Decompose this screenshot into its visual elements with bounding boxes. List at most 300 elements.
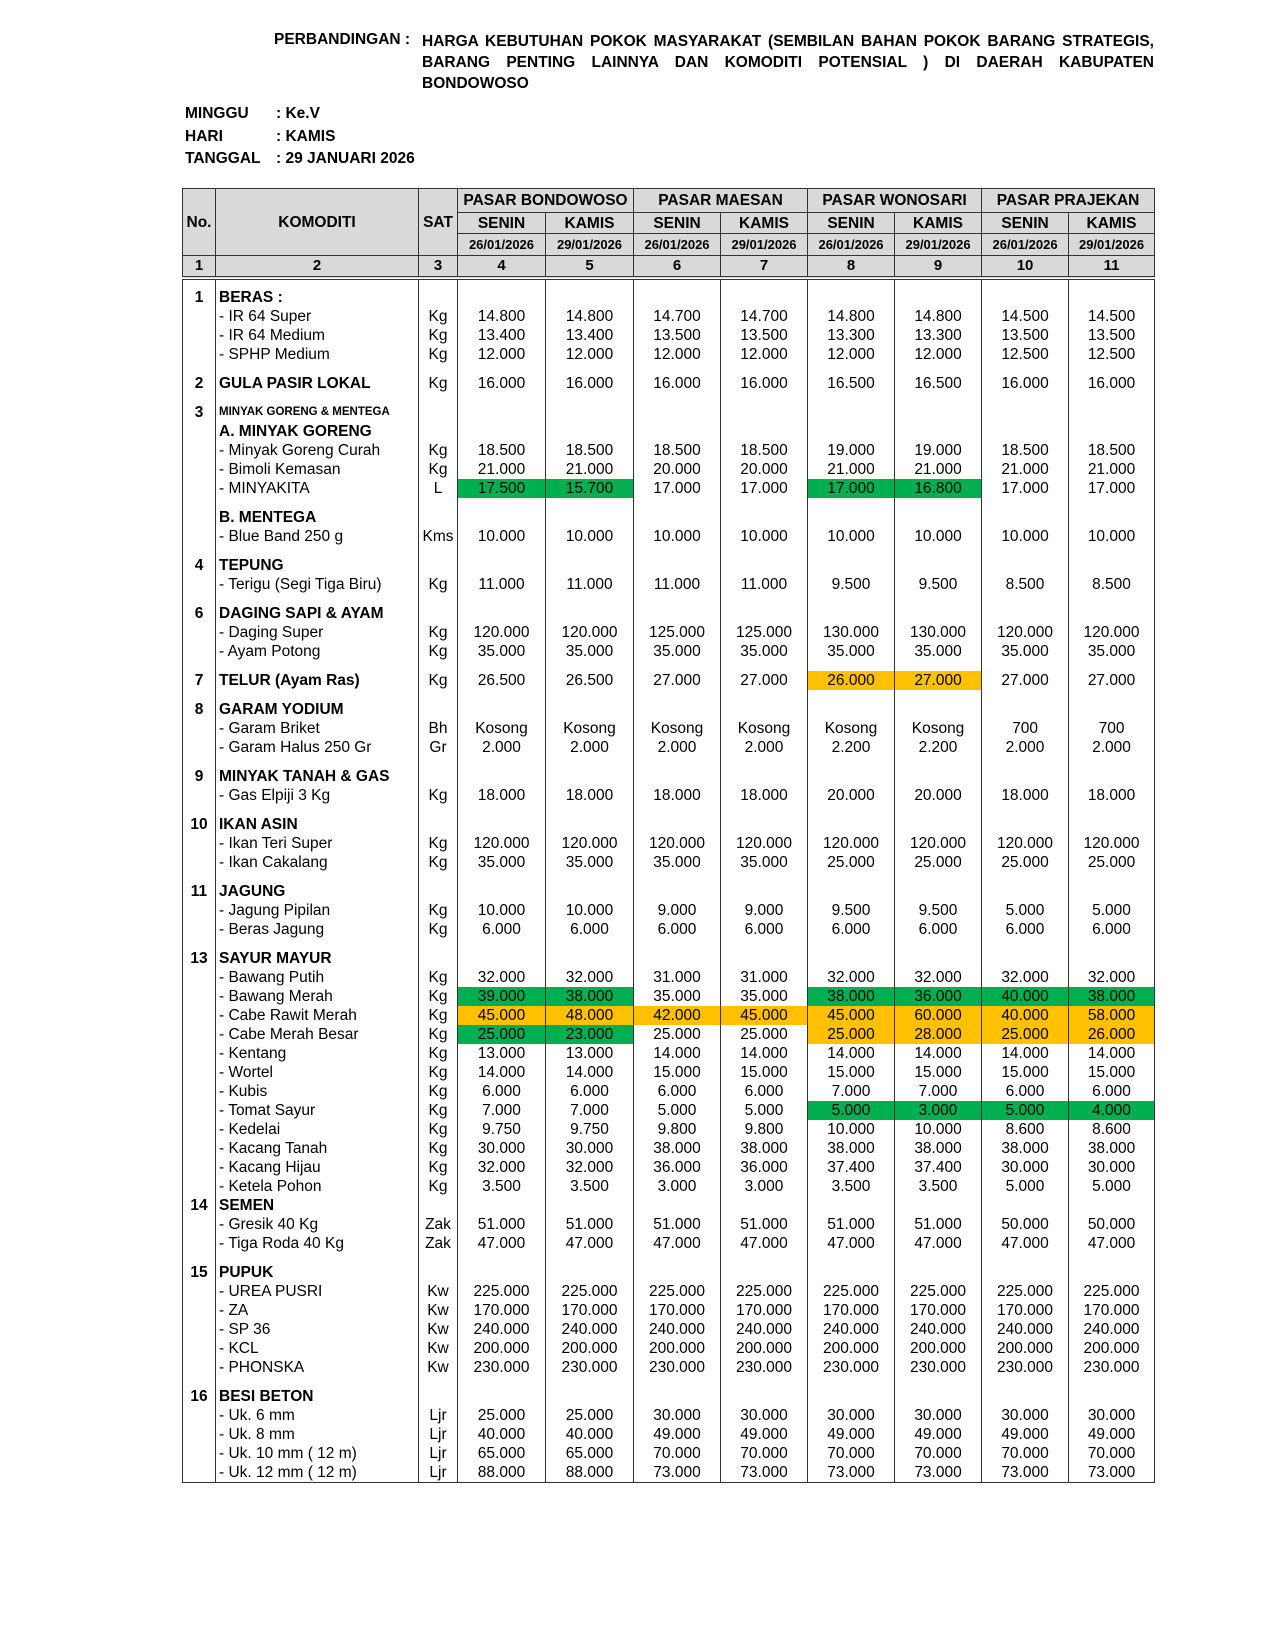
price-cell bbox=[895, 949, 982, 968]
price-cell: 25.000 bbox=[982, 1025, 1069, 1044]
empty-cell bbox=[216, 364, 419, 374]
price-cell bbox=[808, 288, 895, 307]
price-cell bbox=[458, 1196, 546, 1215]
price-cell: 120.000 bbox=[634, 834, 721, 853]
empty-cell bbox=[634, 546, 721, 556]
price-cell: 6.000 bbox=[458, 920, 546, 939]
price-cell: 50.000 bbox=[982, 1215, 1069, 1234]
commodity-name: - Tiga Roda 40 Kg bbox=[216, 1234, 419, 1253]
unit: Kg bbox=[419, 345, 458, 364]
table-row bbox=[183, 326, 1155, 345]
price-cell: 18.500 bbox=[634, 441, 721, 460]
commodity-name: - Wortel bbox=[216, 1063, 419, 1082]
table-row bbox=[183, 1301, 1155, 1320]
row-number bbox=[183, 1234, 216, 1253]
price-cell: 51.000 bbox=[458, 1215, 546, 1234]
empty-cell bbox=[634, 872, 721, 882]
commodity-name: - Cabe Rawit Merah bbox=[216, 1006, 419, 1025]
header-date: 29/01/2026 bbox=[895, 234, 982, 256]
empty-cell bbox=[721, 1253, 808, 1263]
price-cell: 3.000 bbox=[634, 1177, 721, 1196]
empty-cell bbox=[895, 805, 982, 815]
unit bbox=[419, 288, 458, 307]
empty-cell bbox=[895, 498, 982, 508]
price-cell: 225.000 bbox=[1069, 1282, 1155, 1301]
commodity-name: - Beras Jagung bbox=[216, 920, 419, 939]
price-cell: 73.000 bbox=[634, 1463, 721, 1483]
price-cell: 30.000 bbox=[895, 1406, 982, 1425]
price-cell: 6.000 bbox=[721, 920, 808, 939]
colnum: 2 bbox=[216, 256, 419, 278]
empty-cell bbox=[634, 364, 721, 374]
price-cell: 200.000 bbox=[982, 1339, 1069, 1358]
price-cell: 30.000 bbox=[546, 1139, 634, 1158]
price-cell: 2.000 bbox=[634, 738, 721, 757]
row-number bbox=[183, 642, 216, 661]
price-cell bbox=[458, 949, 546, 968]
empty-cell bbox=[458, 1253, 546, 1263]
unit: Gr bbox=[419, 738, 458, 757]
price-cell: 15.000 bbox=[634, 1063, 721, 1082]
price-cell: 700 bbox=[982, 719, 1069, 738]
unit bbox=[419, 1263, 458, 1282]
price-cell bbox=[895, 1263, 982, 1282]
empty-cell bbox=[982, 393, 1069, 403]
row-number bbox=[183, 1444, 216, 1463]
price-cell: 40.000 bbox=[546, 1425, 634, 1444]
price-cell: 28.000 bbox=[895, 1025, 982, 1044]
price-cell: 170.000 bbox=[1069, 1301, 1155, 1320]
price-cell: 25.000 bbox=[721, 1025, 808, 1044]
empty-cell bbox=[546, 498, 634, 508]
price-cell: 88.000 bbox=[546, 1463, 634, 1483]
price-cell bbox=[721, 949, 808, 968]
price-cell: 38.000 bbox=[546, 987, 634, 1006]
price-cell bbox=[721, 1263, 808, 1282]
price-cell: 13.400 bbox=[458, 326, 546, 345]
empty-cell bbox=[982, 690, 1069, 700]
empty-cell bbox=[895, 393, 982, 403]
price-cell: 12.500 bbox=[982, 345, 1069, 364]
commodity-name: - Garam Halus 250 Gr bbox=[216, 738, 419, 757]
row-number: 14 bbox=[183, 1196, 216, 1215]
price-cell: 18.500 bbox=[458, 441, 546, 460]
price-cell bbox=[1069, 422, 1155, 441]
empty-cell bbox=[982, 498, 1069, 508]
row-number bbox=[183, 1044, 216, 1063]
unit: Kg bbox=[419, 920, 458, 939]
price-cell bbox=[808, 556, 895, 575]
price-cell: 10.000 bbox=[721, 527, 808, 546]
price-cell: 120.000 bbox=[458, 834, 546, 853]
empty-cell bbox=[458, 546, 546, 556]
price-cell: 5.000 bbox=[1069, 901, 1155, 920]
empty-cell bbox=[895, 872, 982, 882]
price-cell bbox=[808, 815, 895, 834]
price-cell: 4.000 bbox=[1069, 1101, 1155, 1120]
price-cell: 5.000 bbox=[808, 1101, 895, 1120]
spacer-row bbox=[183, 939, 1155, 949]
report-meta bbox=[185, 103, 415, 171]
price-cell: 38.000 bbox=[808, 1139, 895, 1158]
price-cell: 30.000 bbox=[1069, 1406, 1155, 1425]
empty-cell bbox=[216, 393, 419, 403]
table-row bbox=[183, 642, 1155, 661]
empty-cell bbox=[634, 498, 721, 508]
price-cell: 49.000 bbox=[982, 1425, 1069, 1444]
price-cell: 200.000 bbox=[1069, 1339, 1155, 1358]
empty-cell bbox=[895, 546, 982, 556]
row-number bbox=[183, 834, 216, 853]
empty-cell bbox=[458, 278, 546, 288]
price-cell: 17.000 bbox=[634, 479, 721, 498]
empty-cell bbox=[634, 278, 721, 288]
price-cell: 27.000 bbox=[895, 671, 982, 690]
unit: Kw bbox=[419, 1301, 458, 1320]
spacer-row bbox=[183, 661, 1155, 671]
price-cell: 70.000 bbox=[1069, 1444, 1155, 1463]
price-cell: 35.000 bbox=[721, 642, 808, 661]
empty-cell bbox=[808, 594, 895, 604]
price-cell: 35.000 bbox=[721, 987, 808, 1006]
price-cell: 7.000 bbox=[808, 1082, 895, 1101]
price-cell: 73.000 bbox=[895, 1463, 982, 1483]
category-row bbox=[183, 700, 1155, 719]
price-cell: 13.500 bbox=[982, 326, 1069, 345]
empty-cell bbox=[458, 364, 546, 374]
price-cell: 32.000 bbox=[808, 968, 895, 987]
price-cell: 32.000 bbox=[458, 1158, 546, 1177]
price-cell: 15.000 bbox=[721, 1063, 808, 1082]
price-cell: 9.000 bbox=[721, 901, 808, 920]
empty-cell bbox=[1069, 364, 1155, 374]
unit: Kg bbox=[419, 834, 458, 853]
price-cell: 3.500 bbox=[808, 1177, 895, 1196]
price-cell bbox=[721, 508, 808, 527]
price-cell bbox=[808, 604, 895, 623]
price-cell bbox=[1069, 1387, 1155, 1406]
price-cell: 15.000 bbox=[982, 1063, 1069, 1082]
unit: Kg bbox=[419, 1139, 458, 1158]
price-cell: 32.000 bbox=[546, 1158, 634, 1177]
unit: Kg bbox=[419, 623, 458, 642]
header-date: 26/01/2026 bbox=[458, 234, 546, 256]
price-cell: 21.000 bbox=[895, 460, 982, 479]
price-cell bbox=[546, 882, 634, 901]
price-cell: 38.000 bbox=[721, 1139, 808, 1158]
price-cell: 32.000 bbox=[982, 968, 1069, 987]
row-number bbox=[183, 786, 216, 805]
table-row bbox=[183, 441, 1155, 460]
price-cell: 230.000 bbox=[895, 1358, 982, 1377]
price-cell: 38.000 bbox=[808, 987, 895, 1006]
price-cell: 11.000 bbox=[721, 575, 808, 594]
category-row bbox=[183, 403, 1155, 422]
empty-cell bbox=[721, 690, 808, 700]
price-cell: 25.000 bbox=[1069, 853, 1155, 872]
empty-cell bbox=[982, 594, 1069, 604]
price-cell: 70.000 bbox=[721, 1444, 808, 1463]
price-cell: 10.000 bbox=[546, 901, 634, 920]
price-cell: 47.000 bbox=[895, 1234, 982, 1253]
commodity-name: - UREA PUSRI bbox=[216, 1282, 419, 1301]
row-number: 1 bbox=[183, 288, 216, 307]
row-number bbox=[183, 1406, 216, 1425]
unit: Kw bbox=[419, 1358, 458, 1377]
price-cell bbox=[546, 949, 634, 968]
price-cell bbox=[458, 288, 546, 307]
price-cell: 14.000 bbox=[982, 1044, 1069, 1063]
table-row bbox=[183, 1082, 1155, 1101]
price-cell: 51.000 bbox=[546, 1215, 634, 1234]
price-cell: 14.800 bbox=[458, 307, 546, 326]
price-cell bbox=[634, 288, 721, 307]
category-row bbox=[183, 949, 1155, 968]
price-cell bbox=[1069, 288, 1155, 307]
table-row bbox=[183, 1320, 1155, 1339]
price-cell bbox=[982, 1263, 1069, 1282]
price-cell: 14.000 bbox=[458, 1063, 546, 1082]
table-row bbox=[183, 1425, 1155, 1444]
title-label: PERBANDINGAN : bbox=[274, 31, 411, 48]
unit: Kg bbox=[419, 1101, 458, 1120]
empty-cell bbox=[216, 757, 419, 767]
price-cell bbox=[895, 508, 982, 527]
unit bbox=[419, 767, 458, 786]
commodity-name: - Tomat Sayur bbox=[216, 1101, 419, 1120]
empty-cell bbox=[216, 1253, 419, 1263]
price-cell: 12.000 bbox=[634, 345, 721, 364]
row-number bbox=[183, 920, 216, 939]
title-text: HARGA KEBUTUHAN POKOK MASYARAKAT (SEMBILAN BAHAN POKOK BARANG STRATEGIS, BARANG PENTING LAINNYA DAN KOMODITI POTENSIAL ) DI DAERAH KABUPATEN BONDOWOSO bbox=[422, 33, 1154, 92]
price-cell bbox=[982, 556, 1069, 575]
price-cell: 32.000 bbox=[895, 968, 982, 987]
spacer-row bbox=[183, 757, 1155, 767]
price-cell: 170.000 bbox=[808, 1301, 895, 1320]
price-cell: 9.000 bbox=[634, 901, 721, 920]
price-cell: 51.000 bbox=[721, 1215, 808, 1234]
price-cell bbox=[634, 700, 721, 719]
price-cell bbox=[982, 949, 1069, 968]
category-row bbox=[183, 1387, 1155, 1406]
unit: Ljr bbox=[419, 1463, 458, 1483]
price-cell bbox=[458, 815, 546, 834]
unit bbox=[419, 556, 458, 575]
row-number bbox=[183, 1158, 216, 1177]
unit: Zak bbox=[419, 1215, 458, 1234]
commodity-name: - Kentang bbox=[216, 1044, 419, 1063]
price-cell: 5.000 bbox=[982, 1177, 1069, 1196]
row-number: 9 bbox=[183, 767, 216, 786]
price-cell bbox=[895, 604, 982, 623]
price-cell: 17.000 bbox=[982, 479, 1069, 498]
empty-cell bbox=[1069, 1253, 1155, 1263]
empty-cell bbox=[634, 594, 721, 604]
colnum: 7 bbox=[721, 256, 808, 278]
price-cell bbox=[808, 422, 895, 441]
unit bbox=[419, 815, 458, 834]
price-cell bbox=[546, 508, 634, 527]
price-cell: 200.000 bbox=[808, 1339, 895, 1358]
commodity-name: - Ikan Teri Super bbox=[216, 834, 419, 853]
empty-cell bbox=[721, 661, 808, 671]
price-cell: 10.000 bbox=[895, 1120, 982, 1139]
price-cell bbox=[808, 1196, 895, 1215]
price-cell: Kosong bbox=[634, 719, 721, 738]
price-cell: 225.000 bbox=[458, 1282, 546, 1301]
unit: Bh bbox=[419, 719, 458, 738]
price-cell bbox=[982, 508, 1069, 527]
price-cell: 38.000 bbox=[634, 1139, 721, 1158]
price-cell: 14.800 bbox=[808, 307, 895, 326]
price-cell: 13.500 bbox=[634, 326, 721, 345]
empty-cell bbox=[419, 757, 458, 767]
unit: Kg bbox=[419, 671, 458, 690]
price-cell: 13.300 bbox=[895, 326, 982, 345]
price-cell: 2.200 bbox=[808, 738, 895, 757]
price-cell: 18.000 bbox=[1069, 786, 1155, 805]
price-cell: 31.000 bbox=[634, 968, 721, 987]
price-cell bbox=[721, 1196, 808, 1215]
price-cell: 32.000 bbox=[458, 968, 546, 987]
price-cell: 27.000 bbox=[982, 671, 1069, 690]
empty-cell bbox=[634, 939, 721, 949]
price-cell bbox=[982, 422, 1069, 441]
price-cell bbox=[895, 403, 982, 422]
row-number bbox=[183, 1425, 216, 1444]
commodity-name: - IR 64 Super bbox=[216, 307, 419, 326]
empty-cell bbox=[458, 939, 546, 949]
unit: Kg bbox=[419, 1025, 458, 1044]
price-cell bbox=[1069, 815, 1155, 834]
empty-cell bbox=[546, 278, 634, 288]
header-day: KAMIS bbox=[1069, 213, 1155, 234]
unit: Kg bbox=[419, 374, 458, 393]
price-cell: 18.500 bbox=[982, 441, 1069, 460]
spacer-row bbox=[183, 364, 1155, 374]
empty-cell bbox=[1069, 393, 1155, 403]
unit: Kg bbox=[419, 575, 458, 594]
price-cell: 16.000 bbox=[634, 374, 721, 393]
commodity-name: GARAM YODIUM bbox=[216, 700, 419, 719]
price-cell: 35.000 bbox=[634, 642, 721, 661]
table-row bbox=[183, 623, 1155, 642]
price-cell: 6.000 bbox=[634, 920, 721, 939]
row-number: 13 bbox=[183, 949, 216, 968]
price-cell: 27.000 bbox=[721, 671, 808, 690]
empty-cell bbox=[216, 872, 419, 882]
price-cell: 27.000 bbox=[1069, 671, 1155, 690]
price-cell: 88.000 bbox=[458, 1463, 546, 1483]
category-row bbox=[183, 1263, 1155, 1282]
commodity-name: BESI BETON bbox=[216, 1387, 419, 1406]
unit: Kg bbox=[419, 1177, 458, 1196]
category-row bbox=[183, 288, 1155, 307]
price-cell: 9.750 bbox=[546, 1120, 634, 1139]
unit: Kg bbox=[419, 1082, 458, 1101]
price-cell bbox=[458, 604, 546, 623]
table-row bbox=[183, 307, 1155, 326]
price-cell: 170.000 bbox=[982, 1301, 1069, 1320]
row-number bbox=[183, 575, 216, 594]
price-cell: 14.000 bbox=[1069, 1044, 1155, 1063]
empty-cell bbox=[808, 690, 895, 700]
price-cell: 130.000 bbox=[808, 623, 895, 642]
price-cell: 240.000 bbox=[546, 1320, 634, 1339]
commodity-name: - Uk. 6 mm bbox=[216, 1406, 419, 1425]
unit: Kg bbox=[419, 968, 458, 987]
empty-cell bbox=[895, 364, 982, 374]
price-cell: 51.000 bbox=[895, 1215, 982, 1234]
price-cell: 240.000 bbox=[808, 1320, 895, 1339]
commodity-name: IKAN ASIN bbox=[216, 815, 419, 834]
price-cell: 11.000 bbox=[546, 575, 634, 594]
row-number: 11 bbox=[183, 882, 216, 901]
price-cell: 14.000 bbox=[895, 1044, 982, 1063]
price-cell bbox=[982, 882, 1069, 901]
commodity-name: - Uk. 12 mm ( 12 m) bbox=[216, 1463, 419, 1483]
price-cell bbox=[546, 700, 634, 719]
empty-cell bbox=[721, 872, 808, 882]
category-row bbox=[183, 422, 1155, 441]
price-cell: 6.000 bbox=[808, 920, 895, 939]
empty-cell bbox=[808, 805, 895, 815]
row-number bbox=[183, 307, 216, 326]
price-cell: 14.700 bbox=[721, 307, 808, 326]
price-cell: 14.700 bbox=[634, 307, 721, 326]
empty-cell bbox=[1069, 278, 1155, 288]
table-row bbox=[183, 1101, 1155, 1120]
table-row bbox=[183, 738, 1155, 757]
price-cell bbox=[634, 604, 721, 623]
price-cell: 9.500 bbox=[808, 901, 895, 920]
price-cell: 120.000 bbox=[1069, 623, 1155, 642]
price-cell: 35.000 bbox=[808, 642, 895, 661]
price-cell: 25.000 bbox=[895, 853, 982, 872]
price-cell: 30.000 bbox=[808, 1406, 895, 1425]
table-row bbox=[183, 786, 1155, 805]
empty-cell bbox=[982, 1253, 1069, 1263]
price-cell bbox=[808, 1387, 895, 1406]
price-cell: 30.000 bbox=[1069, 1158, 1155, 1177]
empty-cell bbox=[458, 1377, 546, 1387]
commodity-name: - IR 64 Medium bbox=[216, 326, 419, 345]
price-cell: 170.000 bbox=[634, 1301, 721, 1320]
price-cell bbox=[982, 604, 1069, 623]
empty-cell bbox=[1069, 757, 1155, 767]
price-cell: 230.000 bbox=[808, 1358, 895, 1377]
price-cell: 47.000 bbox=[458, 1234, 546, 1253]
price-cell: 8.600 bbox=[982, 1120, 1069, 1139]
price-cell: 16.000 bbox=[546, 374, 634, 393]
price-cell: 200.000 bbox=[895, 1339, 982, 1358]
price-cell: 14.000 bbox=[808, 1044, 895, 1063]
price-cell bbox=[546, 403, 634, 422]
commodity-name: - Jagung Pipilan bbox=[216, 901, 419, 920]
price-cell bbox=[982, 1196, 1069, 1215]
commodity-name: SEMEN bbox=[216, 1196, 419, 1215]
price-cell: 70.000 bbox=[982, 1444, 1069, 1463]
empty-cell bbox=[419, 278, 458, 288]
price-cell: 47.000 bbox=[982, 1234, 1069, 1253]
price-cell: 15.000 bbox=[1069, 1063, 1155, 1082]
empty-cell bbox=[895, 690, 982, 700]
unit: Zak bbox=[419, 1234, 458, 1253]
colnum: 5 bbox=[546, 256, 634, 278]
price-cell bbox=[546, 604, 634, 623]
price-cell: 39.000 bbox=[458, 987, 546, 1006]
empty-cell bbox=[808, 661, 895, 671]
